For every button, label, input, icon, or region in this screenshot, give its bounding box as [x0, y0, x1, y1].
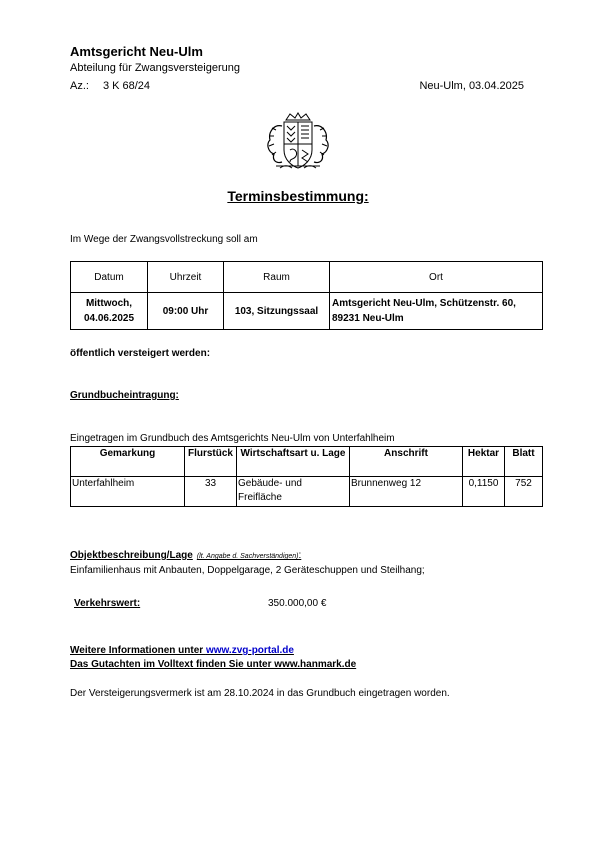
objekt-heading-colon: :: [298, 550, 302, 561]
cell-datum: [71, 293, 148, 330]
cell-blatt: 752: [505, 477, 543, 507]
file-number: [70, 80, 150, 92]
place-date: Neu-Ulm, 03.04.2025: [419, 80, 524, 92]
grundbuch-heading: Grundbucheintragung:: [70, 390, 179, 401]
cell-ort: Amtsgericht Neu-Ulm, Schützenstr. 60, 89231 Neu-Ulm: [330, 293, 543, 330]
cell-anschrift: Brunnenweg 12: [350, 477, 463, 507]
table-header-row: [71, 447, 543, 477]
objekt-heading-text: Objektbeschreibung/Lage: [70, 550, 193, 561]
verkehrswert-value: 350.000,00 €: [268, 598, 327, 609]
objekt-heading: [70, 550, 301, 561]
grundbuch-intro: Eingetragen im Grundbuch des Amtsgerichts Neu-Ulm von Unterfahlheim: [70, 433, 395, 444]
header-raum: Raum: [224, 262, 330, 293]
file-number-value: 3 K 68/24: [102, 80, 151, 92]
header-flurstueck: Flurstück: [185, 447, 237, 477]
verkehrswert-label: Verkehrswert:: [74, 598, 141, 609]
header-wirtschaftsart: Wirtschaftsart u. Lage: [237, 447, 350, 477]
info-line-1: [70, 645, 294, 656]
file-number-label: Az.:: [70, 80, 89, 92]
intro-text: Im Wege der Zwangsvollstreckung soll am: [70, 234, 258, 245]
bavarian-coat-of-arms-icon: [262, 112, 334, 170]
sold-text: öffentlich versteigert werden:: [70, 348, 211, 359]
info-line-2[interactable]: Das Gutachten im Volltext finden Sie unter www.hanmark.de: [70, 659, 357, 670]
header-blatt: Blatt: [505, 447, 543, 477]
court-name: Amtsgericht Neu-Ulm: [70, 44, 203, 59]
vermerk-text: Der Versteigerungsvermerk ist am 28.10.2024 in das Grundbuch eingetragen worden.: [70, 688, 450, 699]
header-ort: Ort: [330, 262, 543, 293]
zvg-portal-link[interactable]: www.zvg-portal.de: [205, 645, 294, 656]
cell-flurstueck: 33: [185, 477, 237, 507]
table-row: [71, 293, 543, 330]
header-gemarkung: Gemarkung: [71, 447, 185, 477]
grundbuch-table: [70, 446, 543, 507]
datum-date: 04.06.2025: [83, 313, 135, 324]
cell-wirtschaftsart: Gebäude- und Freifläche: [237, 477, 350, 507]
table-row: [71, 477, 543, 507]
cell-gemarkung: Unterfahlheim: [71, 477, 185, 507]
datum-weekday: Mittwoch,: [85, 298, 133, 309]
info-line-1-text: Weitere Informationen unter: [70, 645, 206, 656]
cell-uhrzeit: 09:00 Uhr: [148, 293, 224, 330]
objekt-heading-note: (lt. Angabe d. Sachverständigen): [196, 553, 299, 560]
cell-hektar: 0,1150: [463, 477, 505, 507]
objekt-description: Einfamilienhaus mit Anbauten, Doppelgarage, 2 Geräteschuppen und Steilhang;: [70, 565, 425, 576]
page-title: Terminsbestimmung:: [227, 188, 369, 204]
header-hektar: Hektar: [463, 447, 505, 477]
table-header-row: [71, 262, 543, 293]
header-anschrift: Anschrift: [350, 447, 463, 477]
cell-raum: 103, Sitzungssaal: [224, 293, 330, 330]
department: Abteilung für Zwangsversteigerung: [70, 62, 240, 74]
header-uhrzeit: Uhrzeit: [148, 262, 224, 293]
auction-date-table: [70, 261, 543, 330]
header-datum: Datum: [71, 262, 148, 293]
